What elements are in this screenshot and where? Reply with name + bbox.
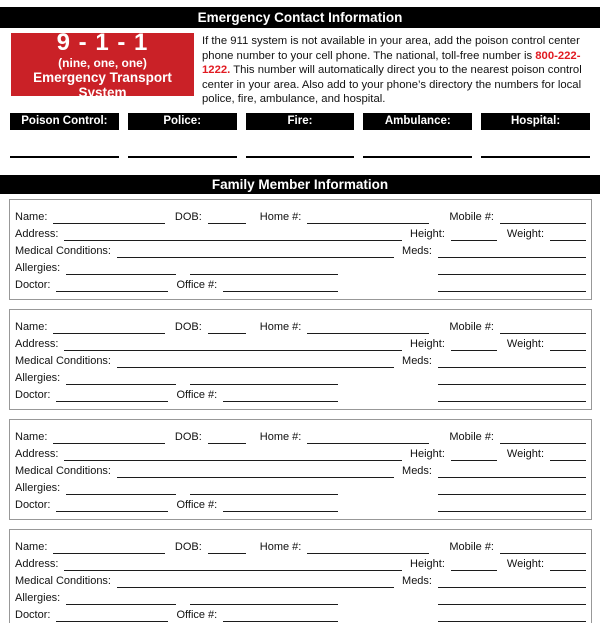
doctor-field-line[interactable] — [56, 617, 168, 622]
form-row-identity — [15, 537, 586, 554]
height-field-line[interactable] — [451, 566, 497, 571]
allergies-continued-field-line[interactable] — [190, 490, 338, 495]
police-label: Police: — [128, 113, 237, 130]
police-column — [128, 113, 237, 158]
dob-label: DOB: — [174, 210, 202, 223]
meds-label: Meds: — [402, 574, 432, 587]
home-phone-field-line[interactable] — [307, 329, 429, 334]
meds-continued-field-line[interactable] — [438, 600, 586, 605]
fire-column — [246, 113, 355, 158]
home-phone-label: Home #: — [259, 540, 302, 553]
form-row-doctor — [15, 605, 586, 622]
poison-control-field-line[interactable] — [10, 156, 119, 158]
instructions-text-after: This number will automatically direct you to the nearest poison control center in your area. Also add to your phone’s directory the numbers for local police, fire, ambulance, and hospital. — [202, 64, 582, 106]
medical-conditions-field-line[interactable] — [117, 473, 394, 478]
height-label: Height: — [410, 337, 445, 350]
form-row-medical — [15, 351, 586, 368]
dob-field-line[interactable] — [208, 439, 246, 444]
911-badge — [11, 28, 194, 100]
allergies-continued-field-line[interactable] — [190, 380, 338, 385]
allergies-label: Allergies: — [15, 481, 61, 494]
office-phone-label: Office #: — [176, 388, 218, 401]
weight-label: Weight: — [506, 337, 544, 350]
name-field-line[interactable] — [53, 219, 164, 224]
name-label: Name: — [15, 320, 48, 333]
meds-continued-field-line[interactable] — [438, 380, 586, 385]
family-member-box — [9, 199, 592, 300]
address-label: Address: — [15, 557, 59, 570]
height-label: Height: — [410, 227, 445, 240]
form-row-doctor — [15, 385, 586, 402]
office-phone-field-line[interactable] — [223, 617, 338, 622]
home-phone-field-line[interactable] — [307, 439, 429, 444]
poison-control-phone-number: 800-222-1222. — [202, 49, 581, 77]
form-row-address — [15, 444, 586, 461]
home-phone-label: Home #: — [259, 430, 302, 443]
address-label: Address: — [15, 337, 59, 350]
form-row-address — [15, 334, 586, 351]
form-row-allergies — [15, 368, 586, 385]
911-caption: Emergency Transport System — [33, 69, 172, 100]
dob-field-line[interactable] — [208, 329, 246, 334]
meds-field-line[interactable] — [438, 363, 586, 368]
form-row-address — [15, 224, 586, 241]
allergies-continued-field-line[interactable] — [190, 270, 338, 275]
allergies-field-line[interactable] — [66, 270, 176, 275]
weight-label: Weight: — [506, 227, 544, 240]
form-row-doctor — [15, 275, 586, 292]
ambulance-field-line[interactable] — [363, 156, 472, 158]
weight-field-line[interactable] — [550, 346, 586, 351]
doctor-label: Doctor: — [15, 608, 51, 621]
dob-label: DOB: — [174, 540, 202, 553]
medical-conditions-label: Medical Conditions: — [15, 354, 111, 367]
mobile-phone-label: Mobile #: — [449, 210, 494, 223]
doctor-label: Doctor: — [15, 388, 51, 401]
home-phone-label: Home #: — [259, 320, 302, 333]
form-row-medical — [15, 241, 586, 258]
medical-conditions-label: Medical Conditions: — [15, 574, 111, 587]
mobile-phone-field-line[interactable] — [500, 219, 586, 224]
mobile-phone-label: Mobile #: — [449, 320, 494, 333]
fire-field-line[interactable] — [246, 156, 355, 158]
poison-control-label: Poison Control: — [10, 113, 119, 130]
weight-label: Weight: — [506, 447, 544, 460]
allergies-continued-field-line[interactable] — [190, 600, 338, 605]
medical-conditions-label: Medical Conditions: — [15, 464, 111, 477]
mobile-phone-label: Mobile #: — [449, 540, 494, 553]
intro-section — [11, 28, 594, 107]
office-phone-label: Office #: — [176, 608, 218, 621]
office-phone-field-line[interactable] — [223, 287, 338, 292]
height-label: Height: — [410, 447, 445, 460]
allergies-label: Allergies: — [15, 261, 61, 274]
mobile-phone-field-line[interactable] — [500, 439, 586, 444]
office-phone-label: Office #: — [176, 498, 218, 511]
fire-label: Fire: — [246, 113, 355, 130]
meds-continued-field-line-2[interactable] — [438, 397, 586, 402]
hospital-field-line[interactable] — [481, 156, 590, 158]
family-member-box — [9, 419, 592, 520]
address-field-line[interactable] — [64, 456, 402, 461]
height-field-line[interactable] — [451, 346, 497, 351]
weight-field-line[interactable] — [550, 456, 586, 461]
office-phone-label: Office #: — [176, 278, 218, 291]
allergies-field-line[interactable] — [66, 490, 176, 495]
911-number: 9 - 1 - 1 — [56, 28, 149, 56]
form-row-medical — [15, 461, 586, 478]
name-field-line[interactable] — [53, 439, 164, 444]
poison-control-instructions — [202, 33, 594, 107]
form-row-identity — [15, 427, 586, 444]
doctor-field-line[interactable] — [56, 397, 168, 402]
home-phone-label: Home #: — [259, 210, 302, 223]
dob-field-line[interactable] — [208, 219, 246, 224]
police-field-line[interactable] — [128, 156, 237, 158]
meds-label: Meds: — [402, 244, 432, 257]
hospital-label: Hospital: — [481, 113, 590, 130]
mobile-phone-field-line[interactable] — [500, 329, 586, 334]
hospital-column — [481, 113, 590, 158]
meds-continued-field-line-2[interactable] — [438, 507, 586, 512]
name-field-line[interactable] — [53, 329, 164, 334]
form-row-allergies — [15, 478, 586, 495]
meds-field-line[interactable] — [438, 473, 586, 478]
meds-field-line[interactable] — [438, 583, 586, 588]
office-phone-field-line[interactable] — [223, 397, 338, 402]
911-words: (nine, one, one) — [58, 55, 147, 70]
form-row-identity — [15, 207, 586, 224]
meds-continued-field-line[interactable] — [438, 490, 586, 495]
emergency-numbers-row — [10, 113, 590, 158]
name-label: Name: — [15, 430, 48, 443]
height-field-line[interactable] — [451, 236, 497, 241]
medical-conditions-field-line[interactable] — [117, 363, 394, 368]
page-title: Emergency Contact Information — [0, 7, 600, 28]
address-field-line[interactable] — [64, 236, 402, 241]
form-row-identity — [15, 317, 586, 334]
allergies-label: Allergies: — [15, 591, 61, 604]
meds-label: Meds: — [402, 464, 432, 477]
height-label: Height: — [410, 557, 445, 570]
name-label: Name: — [15, 210, 48, 223]
ambulance-column — [363, 113, 472, 158]
address-field-line[interactable] — [64, 566, 402, 571]
meds-field-line[interactable] — [438, 253, 586, 258]
home-phone-field-line[interactable] — [307, 549, 429, 554]
address-label: Address: — [15, 227, 59, 240]
meds-continued-field-line-2[interactable] — [438, 287, 586, 292]
allergies-label: Allergies: — [15, 371, 61, 384]
address-field-line[interactable] — [64, 346, 402, 351]
instructions-text-before: If the 911 system is not available in your area, add the poison control center phone number to your cell phone. The national, toll-free number is — [202, 35, 580, 62]
weight-label: Weight: — [506, 557, 544, 570]
meds-continued-field-line[interactable] — [438, 270, 586, 275]
doctor-field-line[interactable] — [56, 287, 168, 292]
family-member-box — [9, 529, 592, 623]
mobile-phone-field-line[interactable] — [500, 549, 586, 554]
weight-field-line[interactable] — [550, 566, 586, 571]
form-row-address — [15, 554, 586, 571]
form-row-medical — [15, 571, 586, 588]
name-field-line[interactable] — [53, 549, 164, 554]
family-section-title: Family Member Information — [0, 175, 600, 194]
medical-conditions-field-line[interactable] — [117, 583, 394, 588]
family-member-box — [9, 309, 592, 410]
home-phone-field-line[interactable] — [307, 219, 429, 224]
address-label: Address: — [15, 447, 59, 460]
form-row-allergies — [15, 588, 586, 605]
poison-control-column — [10, 113, 119, 158]
ambulance-label: Ambulance: — [363, 113, 472, 130]
form-row-doctor — [15, 495, 586, 512]
dob-field-line[interactable] — [208, 549, 246, 554]
mobile-phone-label: Mobile #: — [449, 430, 494, 443]
height-field-line[interactable] — [451, 456, 497, 461]
meds-label: Meds: — [402, 354, 432, 367]
dob-label: DOB: — [174, 430, 202, 443]
doctor-field-line[interactable] — [56, 507, 168, 512]
dob-label: DOB: — [174, 320, 202, 333]
office-phone-field-line[interactable] — [223, 507, 338, 512]
doctor-label: Doctor: — [15, 278, 51, 291]
medical-conditions-label: Medical Conditions: — [15, 244, 111, 257]
name-label: Name: — [15, 540, 48, 553]
doctor-label: Doctor: — [15, 498, 51, 511]
meds-continued-field-line-2[interactable] — [438, 617, 586, 622]
medical-conditions-field-line[interactable] — [117, 253, 394, 258]
weight-field-line[interactable] — [550, 236, 586, 241]
form-row-allergies — [15, 258, 586, 275]
family-members-list — [0, 199, 600, 623]
allergies-field-line[interactable] — [66, 380, 176, 385]
allergies-field-line[interactable] — [66, 600, 176, 605]
